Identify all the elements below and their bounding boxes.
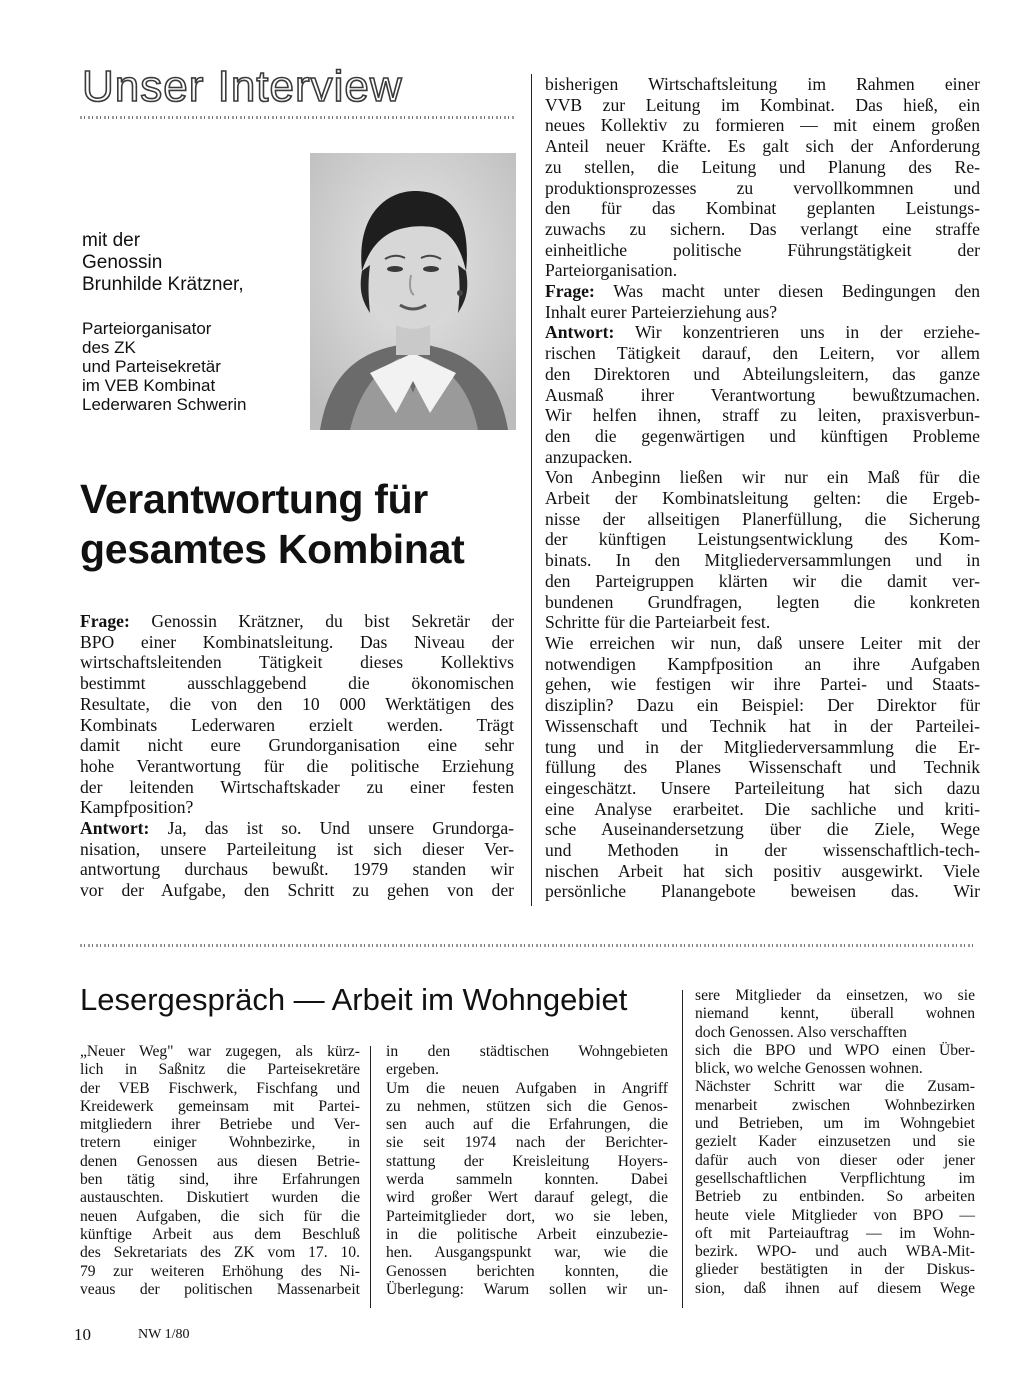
body-line: mitgliedern ihrer Betriebe und Ver- <box>80 1116 360 1134</box>
column-divider <box>682 990 683 1308</box>
question-label: Frage: <box>80 611 130 631</box>
body-line: neuen Aufgaben, die sich für die <box>80 1207 360 1225</box>
column-divider <box>370 1046 371 1308</box>
body-line: ergeben. <box>386 1061 439 1079</box>
body-line: nisation, unsere Parteileitung ist sich dieser Ver- <box>80 838 514 859</box>
interview-column-right <box>545 74 980 902</box>
intro-line: Genossin <box>82 252 163 273</box>
body-line: Resultate, die von den 10 000 Werktätigen des <box>80 693 514 714</box>
body-line: niemand kennt, überall wohnen <box>695 1005 975 1023</box>
body-line: antwortung durchaus bewußt. 1979 standen wir <box>80 859 514 880</box>
role-line: Lederwaren Schwerin <box>82 395 247 414</box>
body-line: zu stellen, die Leitung und Planung des Re- <box>545 156 980 177</box>
answer-label: Antwort: <box>545 322 615 343</box>
role-line: des ZK <box>82 338 136 357</box>
intro-line: mit der <box>82 230 141 251</box>
body-line: Überlegung: Warum sollen wir un- <box>386 1280 668 1298</box>
body-line: bestimmt ausschlaggebend die ökonomischen <box>80 673 514 694</box>
leser-column-3 <box>695 987 975 1298</box>
body-line: disziplin? Dazu ein Beispiel: Der Direktor für <box>545 695 980 716</box>
body-line: austauschten. Diskutiert wurden die <box>80 1189 360 1207</box>
role-line: Parteiorganisator <box>82 319 212 338</box>
body-line: „Neuer Weg" war zugegen, als kürz- <box>80 1043 360 1060</box>
body-line: Wir helfen ihnen, straff zu leiten, praxisverbun- <box>545 405 980 426</box>
body-line: persönliche Planangebote beweisen das. Wir <box>545 881 980 902</box>
question-label: Frage: <box>545 281 595 302</box>
body-line: BPO einer Kombinatsleitung. Das Niveau der <box>80 631 514 652</box>
body-line: und Betrieben, um im Wohngebiet <box>695 1115 975 1133</box>
body-line: der leitenden Wirtschaftskader zu einer festen <box>80 776 514 797</box>
page-number: 10 <box>74 1325 91 1344</box>
leser-column-1 <box>80 1043 360 1299</box>
portrait-photo <box>310 153 516 430</box>
body-line: denen Genossen aus diesen Betrie- <box>80 1152 360 1170</box>
body-line: des Sekretariats des ZK vom 17. 10. <box>80 1244 360 1262</box>
body-line: veaus der politischen Massenarbeit <box>80 1280 360 1298</box>
leser-column-2 <box>386 1043 668 1299</box>
body-line: der künftigen Leistungsentwicklung des Kom- <box>545 529 980 550</box>
body-line: zu nehmen, stützen sich die Genos- <box>386 1097 668 1115</box>
body-line: und Methoden in der wissenschaftlich-tech- <box>545 840 980 861</box>
body-line: Arbeit der Kombinatsleitung gelten: die Ergeb- <box>545 488 980 509</box>
body-line: stattung der Kreisleitung Hoyers- <box>386 1152 668 1170</box>
body-line: nischen Arbeit hat sich positiv ausgewirkt. Viele <box>545 860 980 881</box>
leser-headline: Lesergespräch — Arbeit im Wohngebiet <box>80 982 628 1017</box>
body-line: Von Anbeginn ließen wir nur ein Maß für die <box>545 467 980 488</box>
body-line: nisse der allseitigen Planerfüllung, die Sicherung <box>545 508 980 529</box>
body-line: eingeschätzt. Unsere Parteileitung hat sich dazu <box>545 777 980 798</box>
body-line: Frage: Genossin Krätzner, du bist Sekretär der <box>80 611 514 631</box>
body-line: Inhalt eurer Parteierziehung aus? <box>545 301 778 322</box>
kicker-rule <box>80 116 516 119</box>
body-line: sen auch auf die Erfahrungen, die <box>386 1116 668 1134</box>
body-line: wirtschaftsleitenden Tätigkeit dieses Kollektivs <box>80 652 514 673</box>
headline-line: Verantwortung für <box>80 476 428 522</box>
body-line: den die gegenwärtigen und künftigen Probleme <box>545 425 980 446</box>
body-line: füllung des Planes Wissenschaft und Technik <box>545 757 980 778</box>
body-line: binats. In den Mitgliederversammlungen und in <box>545 550 980 571</box>
body-line: tung und in der Mitgliederversammlung die Er- <box>545 736 980 757</box>
body-line: gehen, wie festigen wir ihre Partei- und Staats- <box>545 674 980 695</box>
body-line: Antwort: Wir konzentrieren uns in der erziehe- <box>545 322 980 343</box>
column-divider <box>531 74 532 906</box>
body-line: Frage: Was macht unter diesen Bedingungen den <box>545 281 980 302</box>
body-line: rischen Tätigkeit darauf, den Leitern, vor allem <box>545 343 980 364</box>
body-line: produktionsprozesses zu vervollkommnen und <box>545 177 980 198</box>
body-line: ben tätig sind, ihre Erfahrungen <box>80 1171 360 1189</box>
body-line: den Direktoren und Abteilungsleitern, das ganze <box>545 363 980 384</box>
body-line: der VEB Fischwerk, Fischfang und <box>80 1079 360 1097</box>
body-line: gezielt Kader einzusetzen und sie <box>695 1133 975 1151</box>
body-line: notwendigen Kampfposition an ihre Aufgaben <box>545 653 980 674</box>
section-kicker: Unser Interview <box>82 62 403 111</box>
body-line: sere Mitglieder da einsetzen, wo sie <box>695 987 975 1004</box>
body-line: in den städtischen Wohngebieten <box>386 1043 668 1060</box>
body-line: Betrieb zu entbinden. So arbeiten <box>695 1188 975 1206</box>
article-headline <box>80 474 465 574</box>
body-line: bezirk. WPO- und auch WBA-Mit- <box>695 1243 975 1261</box>
body-line: den Parteigruppen klärten wir die damit ver- <box>545 570 980 591</box>
body-line: wird großer Wert darauf gelegt, die <box>386 1189 668 1207</box>
body-line: werda sammeln konnten. Dabei <box>386 1171 668 1189</box>
role-line: im VEB Kombinat <box>82 376 216 395</box>
body-line: Kampfposition? <box>80 797 194 818</box>
body-line: hen. Ausgangspunkt war, wie die <box>386 1244 668 1262</box>
headline-line: gesamtes Kombinat <box>80 526 465 572</box>
body-line: Ausmaß ihrer Verantwortung bewußtzumachen. <box>545 384 980 405</box>
body-line: Um die neuen Aufgaben in Angriff <box>386 1079 668 1097</box>
body-line: den für das Kombinat geplanten Leistungs- <box>545 198 980 219</box>
issue-label: NW 1/80 <box>138 1327 190 1342</box>
body-line: Genossen berichten konnten, die <box>386 1262 668 1280</box>
body-line: Kreidewerk gemeinsam mit Partei- <box>80 1097 360 1115</box>
body-line: hohe Verantwortung für die politische Erziehung <box>80 755 514 776</box>
body-line: glieder bestätigten in der Diskus- <box>695 1261 975 1279</box>
body-line: Anteil neuer Kräfte. Es galt sich der Anforderung <box>545 136 980 157</box>
body-line: Kombinats Lederwaren erzielt werden. Trägt <box>80 714 514 735</box>
body-line: dafür auch von dieser oder jener <box>695 1151 975 1169</box>
body-line: damit nicht eure Grundorganisation eine sehr <box>80 735 514 756</box>
body-line: Wie erreichen wir nun, daß unsere Leiter mit der <box>545 632 980 653</box>
body-line: Schritte für die Parteiarbeit fest. <box>545 612 771 633</box>
role-line: und Parteisekretär <box>82 357 221 376</box>
body-line: blick, wo welche Genossen wohnen. <box>695 1060 923 1078</box>
body-line: bisherigen Wirtschaftsleitung im Rahmen einer <box>545 74 980 94</box>
body-line: heute viele Mitglieder von BPO — <box>695 1206 975 1224</box>
body-line: tretern einiger Wohnbezirke, in <box>80 1134 360 1152</box>
body-line: gesellschaftlichen Verpflichtung im <box>695 1169 975 1187</box>
body-line: sion, daß ihnen auf diesem Wege <box>695 1279 975 1297</box>
body-line: einheitliche politische Führungstätigkeit der <box>545 239 980 260</box>
body-line: anzupacken. <box>545 446 633 467</box>
body-line: oft mit Parteiauftrag — im Wohn- <box>695 1224 975 1242</box>
body-line: doch Genossen. Also verschafften <box>695 1023 907 1041</box>
body-line: Parteiorganisation. <box>545 260 678 281</box>
body-line: bundenen Grundfragen, legten die konkreten <box>545 591 980 612</box>
body-line: lich in Saßnitz die Parteisekretäre <box>80 1061 360 1079</box>
body-line: eine Analyse erarbeitet. Die sachliche und kriti- <box>545 798 980 819</box>
body-line: sche Auseinandersetzung über die Ziele, Wege <box>545 819 980 840</box>
interviewee-role <box>82 319 307 414</box>
answer-label: Antwort: <box>80 818 150 839</box>
body-line: VVB zur Leitung im Kombinat. Das hieß, ein <box>545 94 980 115</box>
body-line: in die politische Arbeit einzubezie- <box>386 1225 668 1243</box>
body-line: neues Kollektiv zu formieren — mit einem großen <box>545 115 980 136</box>
intro-line: Brunhilde Krätzner, <box>82 274 244 295</box>
body-line: 79 zur weiteren Erhöhung des Ni- <box>80 1262 360 1280</box>
body-line: sich die BPO und WPO einen Über- <box>695 1041 975 1059</box>
body-line: Wissenschaft und Technik hat in der Parteilei- <box>545 715 980 736</box>
interview-column-left <box>80 611 514 901</box>
body-line: zuwachs zu sichern. Das verlangt eine straffe <box>545 218 980 239</box>
body-line: menarbeit zwischen Wohnbezirken <box>695 1096 975 1114</box>
body-line: vor der Aufgabe, den Schritt zu gehen von der <box>80 880 514 901</box>
body-line: sie seit 1974 nach der Berichter- <box>386 1134 668 1152</box>
body-line: Nächster Schritt war die Zusam- <box>695 1078 975 1096</box>
interview-intro <box>82 230 297 296</box>
section-rule <box>80 944 976 947</box>
body-line: künftige Arbeit aus dem Beschluß <box>80 1225 360 1243</box>
body-line: Parteimitglieder dort, wo sie leben, <box>386 1207 668 1225</box>
body-line: Antwort: Ja, das ist so. Und unsere Grundorga- <box>80 818 514 839</box>
